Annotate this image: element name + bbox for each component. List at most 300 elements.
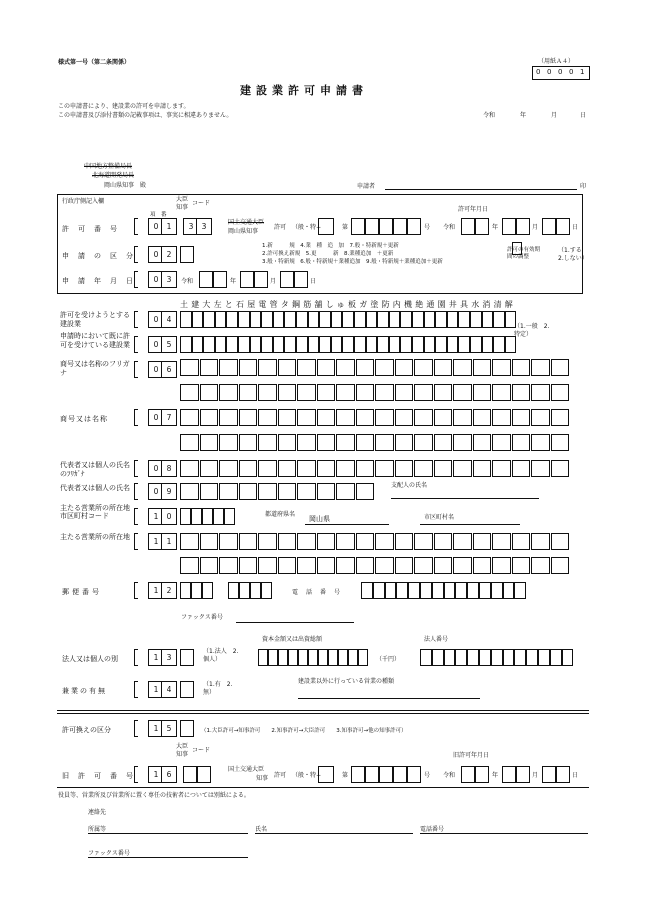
corp-number-cell[interactable]: [432, 649, 444, 666]
trade-cell[interactable]: [377, 311, 389, 328]
rep-furigana-cell[interactable]: [414, 460, 433, 477]
address-cell[interactable]: [258, 533, 277, 550]
validity-cell[interactable]: [512, 242, 522, 255]
postal-cell[interactable]: [191, 582, 202, 599]
corp-number-cell[interactable]: [420, 649, 432, 666]
name-cell[interactable]: [219, 434, 238, 451]
phone-cell[interactable]: [432, 582, 444, 599]
furigana-cell[interactable]: [395, 359, 414, 376]
furigana-cell[interactable]: [239, 384, 258, 401]
name-cell[interactable]: [180, 434, 199, 451]
permit-no-cell[interactable]: [393, 218, 407, 235]
name-cell[interactable]: [336, 409, 355, 426]
name-cell[interactable]: [258, 409, 277, 426]
trade-cell[interactable]: [273, 311, 285, 328]
affiliation-line[interactable]: [88, 833, 248, 834]
furigana-cell[interactable]: [258, 359, 277, 376]
name-cell[interactable]: [531, 409, 550, 426]
phone-cell[interactable]: [373, 582, 385, 599]
corp-number-cell[interactable]: [467, 649, 479, 666]
city-code-cell[interactable]: [191, 508, 202, 525]
date-cell[interactable]: [461, 766, 475, 783]
rep-name-cell[interactable]: [297, 483, 316, 500]
side-business-cell[interactable]: [180, 681, 194, 698]
name-cell[interactable]: [434, 434, 453, 451]
name-cell[interactable]: [414, 434, 433, 451]
rep-furigana-cell[interactable]: [492, 460, 511, 477]
address-cell[interactable]: [492, 533, 511, 550]
trade-cell[interactable]: [203, 311, 215, 328]
phone-cell[interactable]: [491, 582, 503, 599]
phone-cell[interactable]: [385, 582, 397, 599]
rep-furigana-cell[interactable]: [434, 460, 453, 477]
address-cell[interactable]: [551, 557, 570, 574]
name-cell[interactable]: [512, 409, 531, 426]
old-permit-no-cell[interactable]: [351, 766, 365, 783]
address-cell[interactable]: [375, 533, 394, 550]
name-cell[interactable]: [375, 434, 394, 451]
phone-cell[interactable]: [444, 582, 456, 599]
name-cell[interactable]: [551, 434, 570, 451]
trade-cell[interactable]: [284, 336, 296, 353]
address-cell[interactable]: [278, 533, 297, 550]
name-cell[interactable]: [278, 434, 297, 451]
trade-cell[interactable]: [192, 336, 204, 353]
capital-cell[interactable]: [268, 649, 278, 666]
address-cell[interactable]: [473, 557, 492, 574]
furigana-cell[interactable]: [200, 359, 219, 376]
furigana-cell[interactable]: [317, 359, 336, 376]
old-permit-no-cell[interactable]: [379, 766, 393, 783]
corp-number-cell[interactable]: [550, 649, 562, 666]
rep-furigana-cell[interactable]: [336, 460, 355, 477]
address-cell[interactable]: [200, 557, 219, 574]
trade-cell[interactable]: [470, 336, 482, 353]
furigana-cell[interactable]: [434, 384, 453, 401]
furigana-cell[interactable]: [219, 384, 238, 401]
date-cell[interactable]: [475, 766, 489, 783]
address-cell[interactable]: [317, 533, 336, 550]
trade-cell[interactable]: [493, 336, 505, 353]
furigana-cell[interactable]: [531, 384, 550, 401]
trade-cell[interactable]: [296, 336, 308, 353]
trade-cell[interactable]: [366, 336, 378, 353]
postal-cell[interactable]: [202, 582, 213, 599]
address-cell[interactable]: [414, 557, 433, 574]
address-cell[interactable]: [395, 557, 414, 574]
address-cell[interactable]: [434, 557, 453, 574]
postal-cell[interactable]: [239, 582, 250, 599]
rep-name-cell[interactable]: [258, 483, 277, 500]
date-cell[interactable]: [502, 218, 516, 235]
address-cell[interactable]: [219, 557, 238, 574]
name-cell[interactable]: [473, 434, 492, 451]
date-cell[interactable]: [556, 766, 570, 783]
trade-cell[interactable]: [342, 336, 354, 353]
address-cell[interactable]: [531, 557, 550, 574]
trade-cell[interactable]: [238, 311, 250, 328]
date-cell[interactable]: [542, 218, 556, 235]
address-cell[interactable]: [258, 557, 277, 574]
corp-number-cell[interactable]: [503, 649, 515, 666]
manager-name-line[interactable]: [391, 498, 539, 499]
phone-cell[interactable]: [479, 582, 491, 599]
rep-furigana-cell[interactable]: [278, 460, 297, 477]
permit-no-cell[interactable]: [379, 218, 393, 235]
address-cell[interactable]: [336, 557, 355, 574]
old-permit-no-cell[interactable]: [393, 766, 407, 783]
pref-value[interactable]: 岡山県: [309, 515, 330, 523]
trade-cell[interactable]: [203, 336, 215, 353]
trade-cell[interactable]: [354, 336, 366, 353]
rep-furigana-cell[interactable]: [375, 460, 394, 477]
name-cell[interactable]: [356, 434, 375, 451]
name-cell[interactable]: [239, 409, 258, 426]
postal-cell[interactable]: [261, 582, 272, 599]
address-cell[interactable]: [180, 533, 199, 550]
rep-name-cell[interactable]: [356, 483, 375, 500]
capital-cell[interactable]: [258, 649, 268, 666]
furigana-cell[interactable]: [278, 359, 297, 376]
trade-cell[interactable]: [226, 311, 238, 328]
trade-cell[interactable]: [250, 311, 262, 328]
rep-name-cell[interactable]: [336, 483, 355, 500]
trade-cell[interactable]: [192, 311, 204, 328]
address-cell[interactable]: [239, 557, 258, 574]
corp-number-cell[interactable]: [491, 649, 503, 666]
trade-cell[interactable]: [447, 336, 459, 353]
furigana-cell[interactable]: [336, 359, 355, 376]
name-cell[interactable]: [317, 409, 336, 426]
furigana-cell[interactable]: [414, 384, 433, 401]
city-code-cell[interactable]: [180, 508, 191, 525]
furigana-cell[interactable]: [551, 384, 570, 401]
capital-cell[interactable]: [358, 649, 368, 666]
postal-cell[interactable]: [228, 582, 239, 599]
permit-no-cell[interactable]: [365, 218, 379, 235]
furigana-cell[interactable]: [336, 384, 355, 401]
furigana-cell[interactable]: [239, 359, 258, 376]
corp-number-cell[interactable]: [526, 649, 538, 666]
postal-cell[interactable]: [180, 582, 191, 599]
date-cell[interactable]: [294, 271, 308, 288]
address-cell[interactable]: [551, 533, 570, 550]
rep-furigana-cell[interactable]: [356, 460, 375, 477]
date-cell[interactable]: [475, 218, 489, 235]
capital-cell[interactable]: [328, 649, 338, 666]
rep-name-cell[interactable]: [278, 483, 297, 500]
address-cell[interactable]: [297, 533, 316, 550]
old-pref-cell[interactable]: [183, 766, 197, 783]
trade-cell[interactable]: [296, 311, 308, 328]
furigana-cell[interactable]: [473, 359, 492, 376]
trade-cell[interactable]: [215, 336, 227, 353]
trade-cell[interactable]: [308, 336, 320, 353]
trade-cell[interactable]: [366, 311, 378, 328]
capital-cell[interactable]: [348, 649, 358, 666]
phone-cell[interactable]: [396, 582, 408, 599]
furigana-cell[interactable]: [317, 384, 336, 401]
rep-furigana-cell[interactable]: [453, 460, 472, 477]
trade-cell[interactable]: [458, 336, 470, 353]
name-cell[interactable]: [258, 434, 277, 451]
trade-cell[interactable]: [482, 311, 494, 328]
phone-cell[interactable]: [420, 582, 432, 599]
rep-furigana-cell[interactable]: [473, 460, 492, 477]
date-cell[interactable]: [213, 271, 227, 288]
address-cell[interactable]: [219, 533, 238, 550]
trade-cell[interactable]: [261, 336, 273, 353]
address-cell[interactable]: [512, 533, 531, 550]
name-cell[interactable]: [453, 409, 472, 426]
name-cell[interactable]: [512, 434, 531, 451]
furigana-cell[interactable]: [278, 384, 297, 401]
phone-cell[interactable]: [467, 582, 479, 599]
address-cell[interactable]: [317, 557, 336, 574]
furigana-cell[interactable]: [395, 384, 414, 401]
furigana-cell[interactable]: [375, 359, 394, 376]
address-cell[interactable]: [414, 533, 433, 550]
rep-furigana-cell[interactable]: [317, 460, 336, 477]
address-cell[interactable]: [278, 557, 297, 574]
address-cell[interactable]: [356, 533, 375, 550]
rep-furigana-cell[interactable]: [531, 460, 550, 477]
applicant-line[interactable]: [385, 189, 577, 190]
name-cell[interactable]: [551, 409, 570, 426]
phone-cell[interactable]: [408, 582, 420, 599]
date-cell[interactable]: [254, 271, 268, 288]
rep-name-cell[interactable]: [180, 483, 199, 500]
furigana-cell[interactable]: [473, 384, 492, 401]
fax-line[interactable]: [236, 622, 354, 623]
name-cell[interactable]: [453, 434, 472, 451]
trade-cell[interactable]: [400, 336, 412, 353]
capital-cell[interactable]: [308, 649, 318, 666]
rep-furigana-cell[interactable]: [551, 460, 570, 477]
city-line[interactable]: [420, 524, 520, 525]
trade-cell[interactable]: [412, 311, 424, 328]
name-cell[interactable]: [375, 409, 394, 426]
name-cell[interactable]: [492, 434, 511, 451]
corp-number-cell[interactable]: [514, 649, 526, 666]
trade-cell[interactable]: [284, 311, 296, 328]
address-cell[interactable]: [375, 557, 394, 574]
trade-cell[interactable]: [447, 311, 459, 328]
old-pref-cell[interactable]: [197, 766, 211, 783]
furigana-cell[interactable]: [356, 384, 375, 401]
trade-cell[interactable]: [215, 311, 227, 328]
corp-type-cell[interactable]: [180, 649, 194, 666]
contact-phone-line[interactable]: [420, 833, 588, 834]
corp-number-cell[interactable]: [479, 649, 491, 666]
trade-cell[interactable]: [482, 336, 494, 353]
furigana-cell[interactable]: [297, 384, 316, 401]
phone-cell[interactable]: [361, 582, 373, 599]
date-cell[interactable]: [199, 271, 213, 288]
postal-cell[interactable]: [250, 582, 261, 599]
furigana-cell[interactable]: [258, 384, 277, 401]
city-code-cell[interactable]: [202, 508, 213, 525]
trade-cell[interactable]: [435, 311, 447, 328]
trade-cell[interactable]: [331, 336, 343, 353]
trade-cell[interactable]: [470, 311, 482, 328]
furigana-cell[interactable]: [453, 384, 472, 401]
permit-type-cell[interactable]: [318, 218, 334, 235]
capital-cell[interactable]: [278, 649, 288, 666]
date-cell[interactable]: [542, 766, 556, 783]
trade-cell[interactable]: [354, 311, 366, 328]
trade-cell[interactable]: [319, 311, 331, 328]
contact-fax-line[interactable]: [88, 857, 248, 858]
trade-cell[interactable]: [226, 336, 238, 353]
trade-cell[interactable]: [389, 311, 401, 328]
furigana-cell[interactable]: [531, 359, 550, 376]
name-cell[interactable]: [336, 434, 355, 451]
rep-furigana-cell[interactable]: [297, 460, 316, 477]
city-code-cell[interactable]: [213, 508, 224, 525]
capital-cell[interactable]: [318, 649, 328, 666]
furigana-cell[interactable]: [219, 359, 238, 376]
rep-furigana-cell[interactable]: [180, 460, 199, 477]
trade-cell[interactable]: [273, 336, 285, 353]
change-type-cell[interactable]: [180, 720, 194, 737]
name-cell[interactable]: [200, 434, 219, 451]
rep-furigana-cell[interactable]: [219, 460, 238, 477]
phone-cell[interactable]: [514, 582, 526, 599]
corp-number-cell[interactable]: [455, 649, 467, 666]
trade-cell[interactable]: [180, 311, 192, 328]
furigana-cell[interactable]: [200, 384, 219, 401]
address-cell[interactable]: [473, 533, 492, 550]
rep-furigana-cell[interactable]: [200, 460, 219, 477]
address-cell[interactable]: [512, 557, 531, 574]
city-code-cell[interactable]: [224, 508, 235, 525]
name-cell[interactable]: [278, 409, 297, 426]
trade-cell[interactable]: [389, 336, 401, 353]
name-cell[interactable]: [297, 409, 316, 426]
name-cell[interactable]: [297, 434, 316, 451]
address-cell[interactable]: [356, 557, 375, 574]
phone-cell[interactable]: [503, 582, 515, 599]
furigana-cell[interactable]: [434, 359, 453, 376]
furigana-cell[interactable]: [512, 384, 531, 401]
rep-furigana-cell[interactable]: [395, 460, 414, 477]
capital-cell[interactable]: [288, 649, 298, 666]
trade-cell[interactable]: [424, 336, 436, 353]
permit-no-cell[interactable]: [351, 218, 365, 235]
rep-name-cell[interactable]: [219, 483, 238, 500]
furigana-cell[interactable]: [180, 384, 199, 401]
name-cell[interactable]: [317, 434, 336, 451]
furigana-cell[interactable]: [180, 359, 199, 376]
trade-cell[interactable]: [400, 311, 412, 328]
rep-name-cell[interactable]: [200, 483, 219, 500]
furigana-cell[interactable]: [551, 359, 570, 376]
name-cell[interactable]: [473, 409, 492, 426]
date-cell[interactable]: [240, 271, 254, 288]
trade-cell[interactable]: [180, 336, 192, 353]
name-cell[interactable]: [180, 409, 199, 426]
address-cell[interactable]: [531, 533, 550, 550]
date-cell[interactable]: [502, 766, 516, 783]
address-cell[interactable]: [434, 533, 453, 550]
corp-number-cell[interactable]: [562, 649, 574, 666]
name-cell[interactable]: [434, 409, 453, 426]
trade-cell[interactable]: [238, 336, 250, 353]
trade-cell[interactable]: [342, 311, 354, 328]
date-cell[interactable]: [280, 271, 294, 288]
rep-name-cell[interactable]: [317, 483, 336, 500]
capital-cell[interactable]: [298, 649, 308, 666]
name-cell[interactable]: [356, 409, 375, 426]
permit-no-cell[interactable]: [407, 218, 421, 235]
name-cell[interactable]: [200, 409, 219, 426]
address-cell[interactable]: [453, 533, 472, 550]
date-cell[interactable]: [556, 218, 570, 235]
kubun-cell[interactable]: [180, 246, 194, 263]
name-cell[interactable]: [531, 434, 550, 451]
rep-name-cell[interactable]: [239, 483, 258, 500]
furigana-cell[interactable]: [375, 384, 394, 401]
address-cell[interactable]: [180, 557, 199, 574]
trade-cell[interactable]: [435, 336, 447, 353]
address-cell[interactable]: [453, 557, 472, 574]
other-business-line[interactable]: [298, 698, 480, 699]
address-cell[interactable]: [336, 533, 355, 550]
furigana-cell[interactable]: [356, 359, 375, 376]
trade-cell[interactable]: [493, 311, 505, 328]
name-cell[interactable]: [414, 409, 433, 426]
rep-furigana-cell[interactable]: [258, 460, 277, 477]
name-cell[interactable]: [492, 409, 511, 426]
furigana-cell[interactable]: [414, 359, 433, 376]
furigana-cell[interactable]: [297, 359, 316, 376]
date-cell[interactable]: [516, 218, 530, 235]
name-cell[interactable]: [239, 434, 258, 451]
furigana-cell[interactable]: [453, 359, 472, 376]
trade-cell[interactable]: [424, 311, 436, 328]
date-cell[interactable]: [461, 218, 475, 235]
trade-cell[interactable]: [331, 311, 343, 328]
name-cell[interactable]: [395, 409, 414, 426]
trade-cell[interactable]: [412, 336, 424, 353]
name-cell[interactable]: [219, 409, 238, 426]
old-permit-no-cell[interactable]: [407, 766, 421, 783]
rep-furigana-cell[interactable]: [239, 460, 258, 477]
furigana-cell[interactable]: [492, 359, 511, 376]
address-cell[interactable]: [200, 533, 219, 550]
trade-cell[interactable]: [250, 336, 262, 353]
trade-cell[interactable]: [458, 311, 470, 328]
old-permit-type-cell[interactable]: [318, 766, 334, 783]
address-cell[interactable]: [395, 533, 414, 550]
date-cell[interactable]: [516, 766, 530, 783]
capital-cell[interactable]: [338, 649, 348, 666]
name-cell[interactable]: [395, 434, 414, 451]
trade-cell[interactable]: [308, 311, 320, 328]
phone-cell[interactable]: [455, 582, 467, 599]
contact-name-line[interactable]: [255, 833, 413, 834]
trade-cell[interactable]: [319, 336, 331, 353]
corp-number-cell[interactable]: [444, 649, 456, 666]
address-cell[interactable]: [297, 557, 316, 574]
address-cell[interactable]: [239, 533, 258, 550]
trade-cell[interactable]: [261, 311, 273, 328]
trade-cell[interactable]: [377, 336, 389, 353]
furigana-cell[interactable]: [492, 384, 511, 401]
address-cell[interactable]: [492, 557, 511, 574]
furigana-cell[interactable]: [512, 359, 531, 376]
